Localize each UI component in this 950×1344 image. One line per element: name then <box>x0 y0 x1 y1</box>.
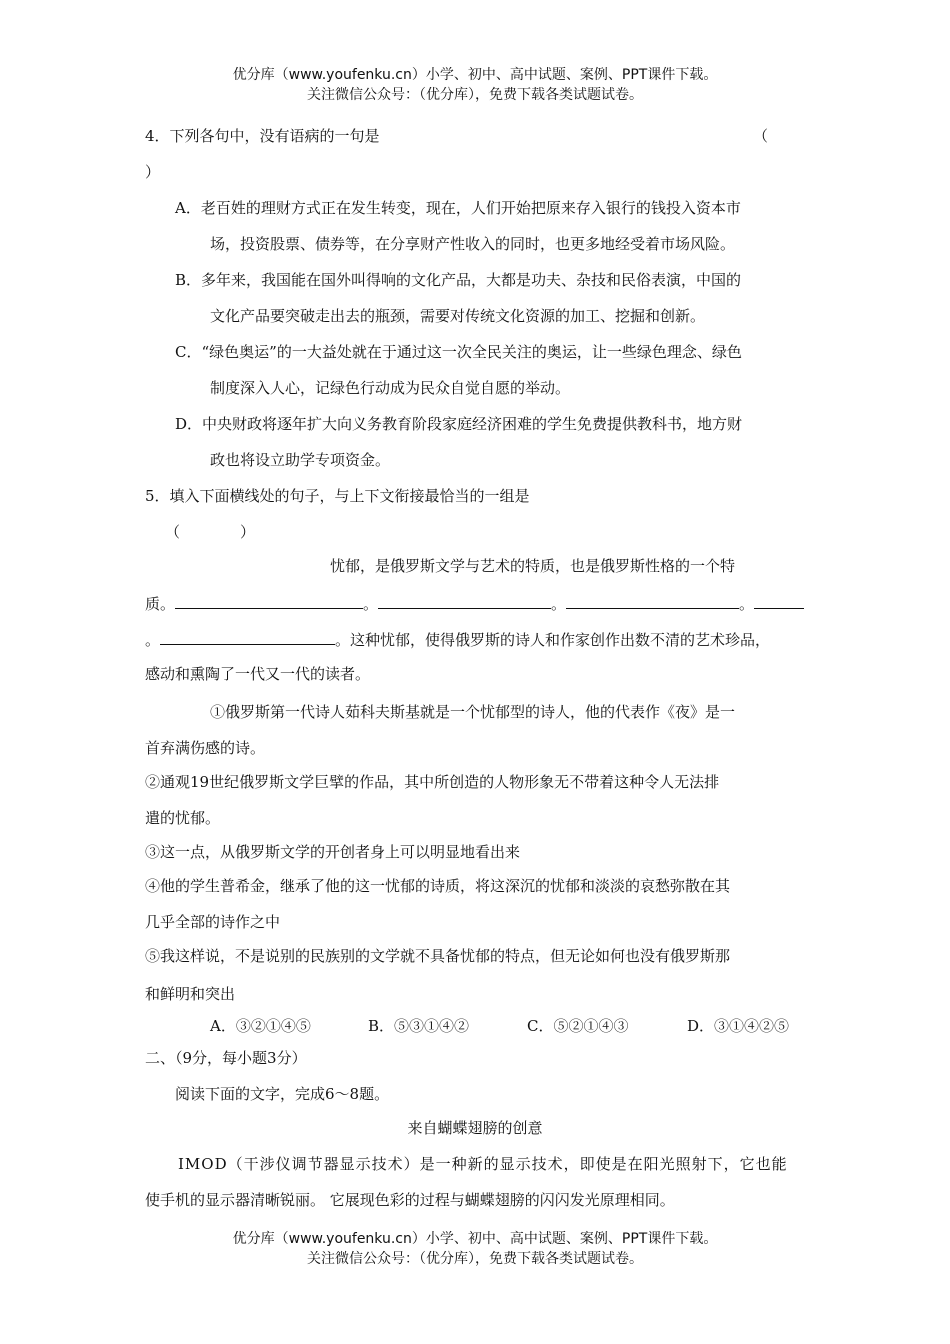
q5-blank-3-period: 。 <box>739 595 755 613</box>
q5-passage-line2-start: 质。 <box>145 595 176 613</box>
q5-blank-4a[interactable] <box>754 594 804 609</box>
q5-stem: 5．填入下面横线处的句子，与上下文衔接最恰当的一组是 <box>145 487 530 505</box>
q4-option-c-line1: C．“绿色奥运”的一大益处就在于通过这一次全民关注的奥运，让一些绿色理念、绿色 <box>175 343 742 361</box>
q5-choice-c: C．⑤②①④③ <box>527 1017 629 1035</box>
section2-instruction: 阅读下面的文字，完成6～8题。 <box>175 1085 390 1103</box>
q5-paren: （ ） <box>165 523 256 541</box>
q5-passage-line3-end: 。这种忧郁，使得俄罗斯的诗人和作家创作出数不清的艺术珍品， <box>335 631 771 649</box>
q5-choice-b: B．⑤③①④② <box>368 1017 470 1035</box>
q5-blank-5[interactable] <box>160 630 335 645</box>
q4-option-a-line1: A．老百姓的理财方式正在发生转变，现在，人们开始把原来存入银行的钱投入资本市 <box>175 199 741 217</box>
q4-stem: 4．下列各句中，没有语病的一句是 <box>145 127 380 145</box>
q5-passage-intro: 忧郁，是俄罗斯文学与艺术的特质，也是俄罗斯性格的一个特 <box>330 557 736 575</box>
page-footer-line2: 关注微信公众号：（优分库），免费下载各类试题试卷。 <box>307 1251 643 1267</box>
q5-item-2-line1: ②通观19世纪俄罗斯文学巨擘的作品，其中所创造的人物形象无不带着这种令人无法排 <box>145 773 720 791</box>
section2-heading: 二、（9分，每小题3分） <box>145 1049 307 1067</box>
q4-option-c-line2: 制度深入人心，记绿色行动成为民众自觉自愿的举动。 <box>210 379 571 397</box>
page-header-line2: 关注微信公众号：（优分库），免费下载各类试题试卷。 <box>307 87 643 103</box>
q5-passage-line2 <box>145 594 804 614</box>
q4-paren-open: （ <box>753 127 769 145</box>
q5-choice-a: A．③②①④⑤ <box>210 1017 311 1035</box>
q5-item-4-line1: ④他的学生普希金，继承了他的这一忧郁的诗质，将这深沉的忧郁和淡淡的哀愁弥散在其 <box>145 877 731 895</box>
q4-option-b-line1: B．多年来，我国能在国外叫得响的文化产品，大都是功夫、杂技和民俗表演，中国的 <box>175 271 742 289</box>
q5-item-5-line1: ⑤我这样说，不是说别的民族别的文学就不具备忧郁的特点，但无论如何也没有俄罗斯那 <box>145 947 731 965</box>
q4-option-b-line2: 文化产品要突破走出去的瓶颈，需要对传统文化资源的加工、挖掘和创新。 <box>210 307 706 325</box>
q4-option-a-line2: 场，投资股票、债券等，在分享财产性收入的同时，也更多地经受着市场风险。 <box>210 235 736 253</box>
article-para-line1: IMOD（干涉仪调节器显示技术）是一种新的显示技术，即使是在阳光照射下，它也能 <box>178 1155 788 1173</box>
q5-item-3-line1: ③这一点，从俄罗斯文学的开创者身上可以明显地看出来 <box>145 843 521 861</box>
q5-blank-2-period: 。 <box>551 595 567 613</box>
q5-item-4-line2: 几乎全部的诗作之中 <box>145 913 281 931</box>
q5-blank-1[interactable] <box>175 594 363 609</box>
q5-item-5-line2: 和鲜明和突出 <box>145 985 236 1003</box>
q4-option-d-line2: 政也将设立助学专项资金。 <box>210 451 391 469</box>
article-title: 来自蝴蝶翅膀的创意 <box>407 1119 543 1137</box>
article-para-line2: 使手机的显示器清晰锐丽。 它展现色彩的过程与蝴蝶翅膀的闪闪发光原理相同。 <box>145 1191 675 1209</box>
page-footer-line1: 优分库（www.youfenku.cn）小学、初中、高中试题、案例、PPT课件下载。 <box>232 1231 718 1247</box>
q4-option-d-line1: D．中央财政将逐年扩大向义务教育阶段家庭经济困难的学生免费提供教科书，地方财 <box>175 415 743 433</box>
q5-passage-line4: 感动和熏陶了一代又一代的读者。 <box>145 665 371 683</box>
q5-item-1-line2: 首弃满伤感的诗。 <box>145 739 266 757</box>
q5-item-1-line1: ①俄罗斯第一代诗人茹科夫斯基就是一个忧郁型的诗人，他的代表作《夜》是一 <box>210 703 736 721</box>
q5-item-2-line2: 遣的忧郁。 <box>145 809 221 827</box>
q5-passage-line3 <box>145 630 770 650</box>
page-header-line1: 优分库（www.youfenku.cn）小学、初中、高中试题、案例、PPT课件下载。 <box>232 67 718 83</box>
q5-blank-4-period: 。 <box>145 631 161 649</box>
q5-choice-d: D．③①④②⑤ <box>687 1017 790 1035</box>
q5-blank-3[interactable] <box>566 594 739 609</box>
q5-blank-2[interactable] <box>378 594 551 609</box>
q4-paren-close: ） <box>145 163 161 181</box>
q5-blank-1-period: 。 <box>363 595 379 613</box>
